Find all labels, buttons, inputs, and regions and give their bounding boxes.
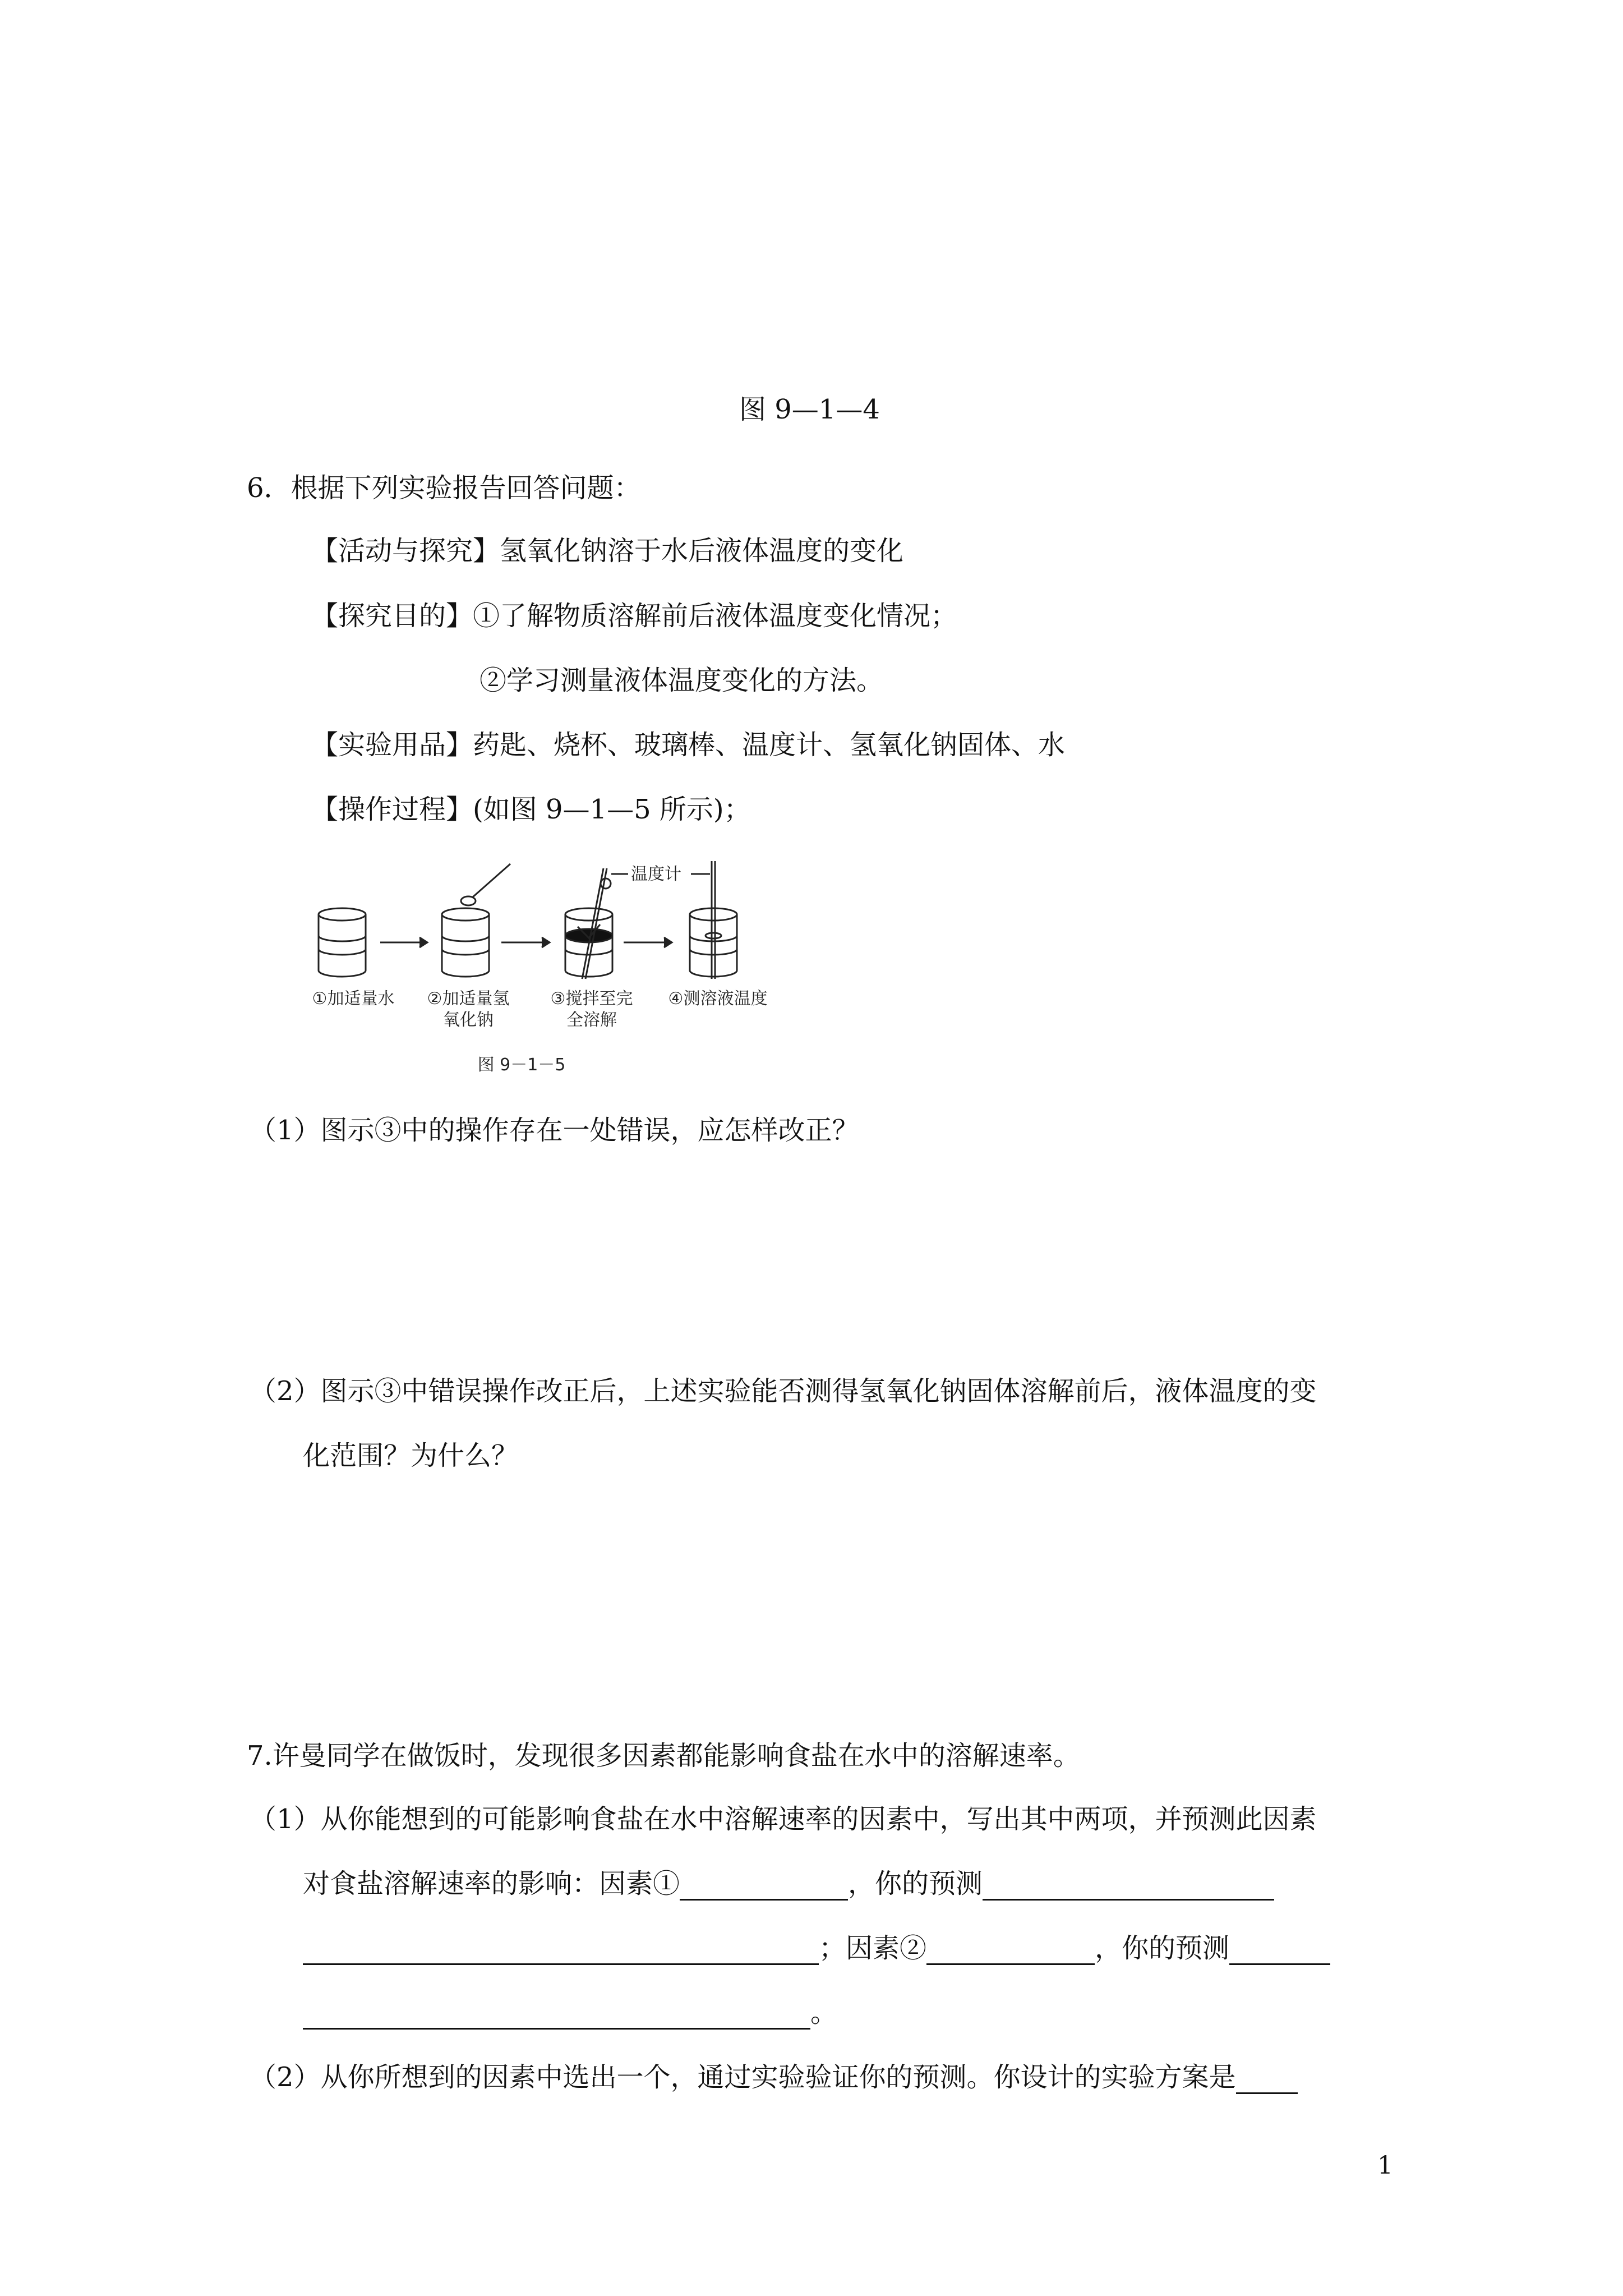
- question-7-sub-1-line-1: （1）从你能想到的可能影响食盐在水中溶解速率的因素中，写出其中两项，并预测此因素: [250, 1803, 1317, 1835]
- question-7-sub-1-line-3: [303, 1931, 1330, 1965]
- factor-1-blank[interactable]: [680, 1874, 848, 1901]
- purpose-line-1: 【探究目的】①了解物质溶解前后液体温度变化情况；: [311, 600, 958, 632]
- page-number: 1: [1377, 2151, 1393, 2180]
- plan-blank[interactable]: [1236, 2068, 1298, 2094]
- process-line: 【操作过程】(如图 9—1—5 所示)；: [311, 794, 751, 825]
- materials-line: 【实验用品】药匙、烧杯、玻璃棒、温度计、氢氧化钠固体、水: [311, 729, 1066, 761]
- step-2-line-1: ②加适量氢: [427, 989, 510, 1009]
- prediction-2-text: ，你的预测: [1095, 1932, 1230, 1964]
- purpose-line-2: ②学习测量液体温度变化的方法。: [479, 665, 884, 696]
- line-end-period: 。: [810, 1997, 838, 2028]
- prediction-2-blank-cont[interactable]: [303, 2003, 810, 2030]
- experiment-figure: [314, 858, 819, 1094]
- spoon-icon: [461, 864, 510, 905]
- thermometer-stir-icon: [582, 868, 611, 979]
- beaker-4-icon: [690, 908, 737, 977]
- factor-1-text: 对食盐溶解速率的影响：因素①: [303, 1868, 680, 1899]
- question-6-sub-2-line-1: （2）图示③中错误操作改正后，上述实验能否测得氢氧化钠固体溶解前后，液体温度的变: [250, 1375, 1317, 1407]
- prediction-1-text: ，你的预测: [848, 1868, 983, 1899]
- beaker-1-icon: [319, 908, 366, 977]
- question-7-sub-1-line-2: [303, 1867, 1274, 1901]
- figure-reference: 图 9—1—4: [739, 394, 880, 425]
- beaker-2-icon: [442, 908, 489, 977]
- question-7-sub-1-line-4: [303, 1996, 837, 2030]
- step-4-label: ④测溶液温度: [668, 989, 768, 1009]
- activity-line: 【活动与探究】氢氧化钠溶于水后液体温度的变化: [311, 535, 904, 567]
- question-7-sub-2-text: （2）从你所想到的因素中选出一个，通过实验验证你的预测。你设计的实验方案是: [250, 2062, 1236, 2093]
- question-6-title: 6．根据下列实验报告回答问题：: [247, 472, 641, 504]
- question-6-sub-1: （1）图示③中的操作存在一处错误，应怎样改正？: [250, 1115, 859, 1146]
- factor-2-blank[interactable]: [926, 1939, 1095, 1965]
- step-3-line-2: 全溶解: [566, 1010, 617, 1030]
- question-7-sub-2: [250, 2060, 1298, 2094]
- factor-2-text: ；因素②: [819, 1932, 927, 1964]
- step-3-label: [547, 988, 637, 1031]
- question-6-sub-2-line-2: 化范围？为什么？: [303, 1440, 519, 1471]
- thermometer-label: 温度计: [631, 864, 681, 884]
- prediction-2-blank[interactable]: [1229, 1939, 1330, 1965]
- step-2-label: [423, 988, 513, 1031]
- prediction-1-blank-cont[interactable]: [303, 1939, 819, 1965]
- step-3-line-1: ③搅拌至完: [550, 989, 633, 1009]
- question-7-title: 7.许曼同学在做饭时，发现很多因素都能影响食盐在水中的溶解速率。: [247, 1740, 1080, 1772]
- figure-caption: 图 9－1－5: [477, 1055, 566, 1075]
- step-1-label: ①加适量水: [312, 989, 395, 1009]
- step-2-line-2: 氧化钠: [443, 1010, 494, 1030]
- prediction-1-blank[interactable]: [983, 1874, 1274, 1901]
